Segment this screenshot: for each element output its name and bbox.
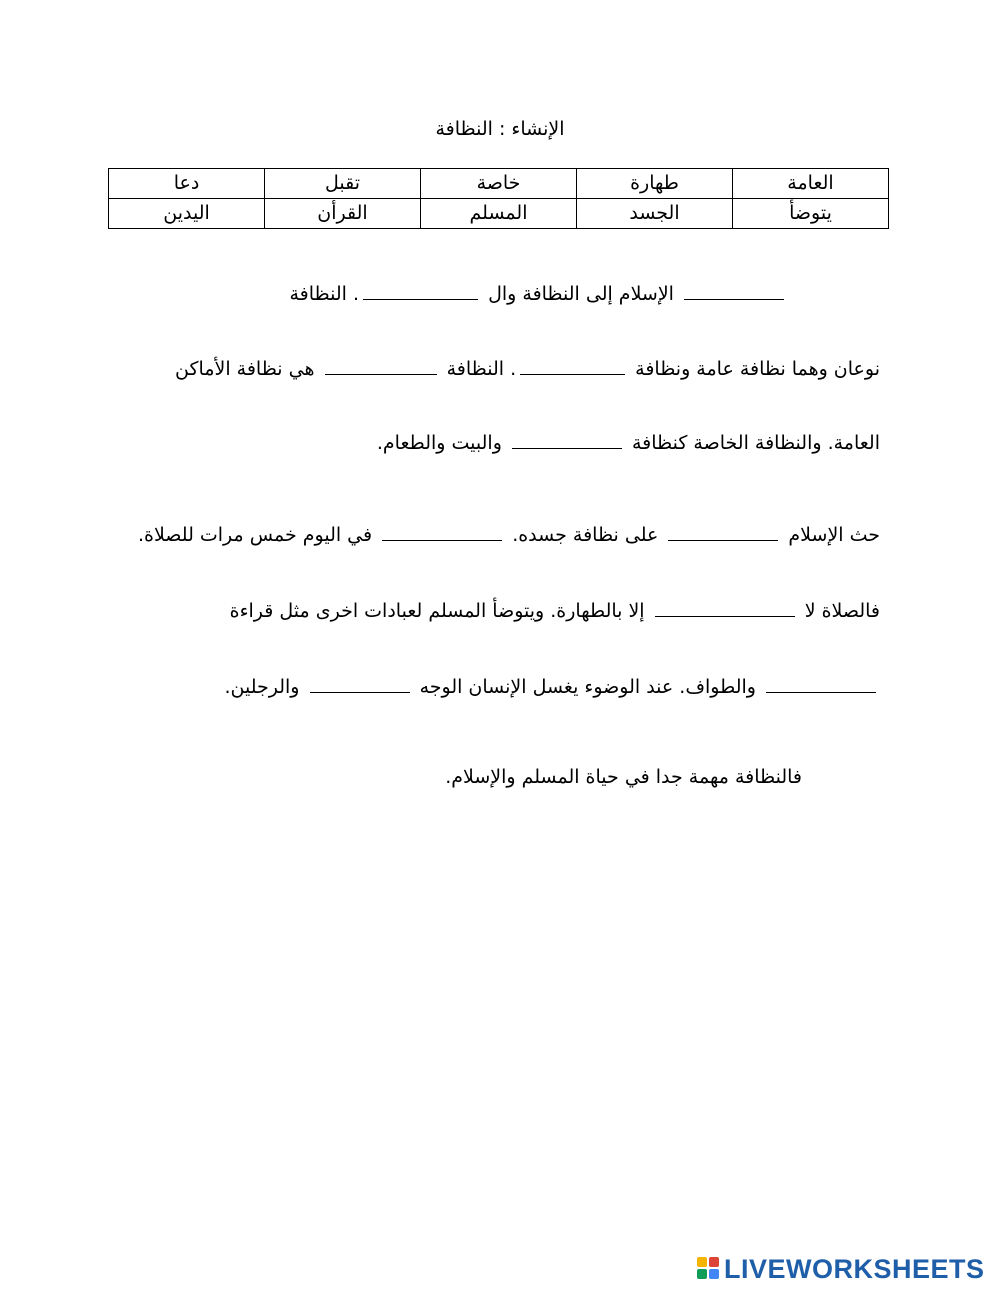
line-text: والرجلين. (224, 676, 300, 698)
word-bank-table (108, 168, 889, 229)
word-bank-cell: القرأن (265, 199, 421, 229)
line-text: حث الإسلام (788, 524, 880, 546)
line-text: . النظافة (289, 283, 360, 305)
blank-input[interactable] (668, 539, 778, 541)
paragraph-line-4 (138, 524, 880, 546)
paragraph-line-6 (224, 676, 880, 698)
logo-square (709, 1269, 719, 1279)
line-text: والبيت والطعام. (376, 432, 502, 454)
line-text: . النظافة (446, 358, 517, 380)
line-text: والطواف. عند الوضوء يغسل الإنسان الوجه (419, 676, 756, 698)
blank-input[interactable] (382, 539, 502, 541)
logo-text: LIVEWORKSHEETS (724, 1253, 985, 1284)
blank-input[interactable] (655, 615, 795, 617)
word-bank-row (109, 199, 889, 229)
paragraph-line-1 (290, 283, 789, 305)
line-text: في اليوم خمس مرات للصلاة. (137, 524, 373, 546)
logo-square (697, 1269, 707, 1279)
blank-input[interactable] (310, 691, 410, 693)
word-bank-cell: تقبل (265, 169, 421, 199)
blank-input[interactable] (363, 298, 478, 300)
paragraph-line-3 (377, 432, 880, 454)
page-title: الإنشاء : النظافة (435, 118, 565, 140)
line-text: على نظافة جسده. (512, 524, 659, 546)
paragraph-line-5 (230, 600, 880, 622)
logo-icon (697, 1257, 721, 1281)
line-text: الإسلام إلى النظافة وال (488, 283, 674, 305)
word-bank-cell: يتوضأ (733, 199, 889, 229)
word-bank-cell: الجسد (577, 199, 733, 229)
line-text: هي نظافة الأماكن (175, 358, 315, 380)
word-bank-cell: العامة (733, 169, 889, 199)
logo-square (709, 1257, 719, 1267)
paragraph-line-7 (445, 766, 802, 788)
line-text: نوعان وهما نظافة عامة ونظافة (635, 358, 880, 380)
blank-input[interactable] (325, 373, 437, 375)
word-bank-cell: خاصة (421, 169, 577, 199)
blank-input[interactable] (684, 298, 784, 300)
blank-input[interactable] (766, 691, 876, 693)
word-bank-cell: طهارة (577, 169, 733, 199)
paragraph-line-2 (175, 358, 880, 380)
word-bank-cell: المسلم (421, 199, 577, 229)
word-bank-cell: اليدين (109, 199, 265, 229)
logo-square (697, 1257, 707, 1267)
line-text: العامة. والنظافة الخاصة كنظافة (631, 432, 880, 454)
line-text: فالنظافة مهمة جدا في حياة المسلم والإسلام. (445, 766, 802, 788)
liveworksheets-logo (697, 1255, 985, 1283)
blank-input[interactable] (520, 373, 625, 375)
line-text: فالصلاة لا (804, 600, 880, 622)
line-text: إلا بالطهارة. ويتوضأ المسلم لعبادات اخرى مثل قراءة (229, 600, 645, 622)
word-bank-row (109, 169, 889, 199)
blank-input[interactable] (512, 447, 622, 449)
word-bank-cell: دعا (109, 169, 265, 199)
